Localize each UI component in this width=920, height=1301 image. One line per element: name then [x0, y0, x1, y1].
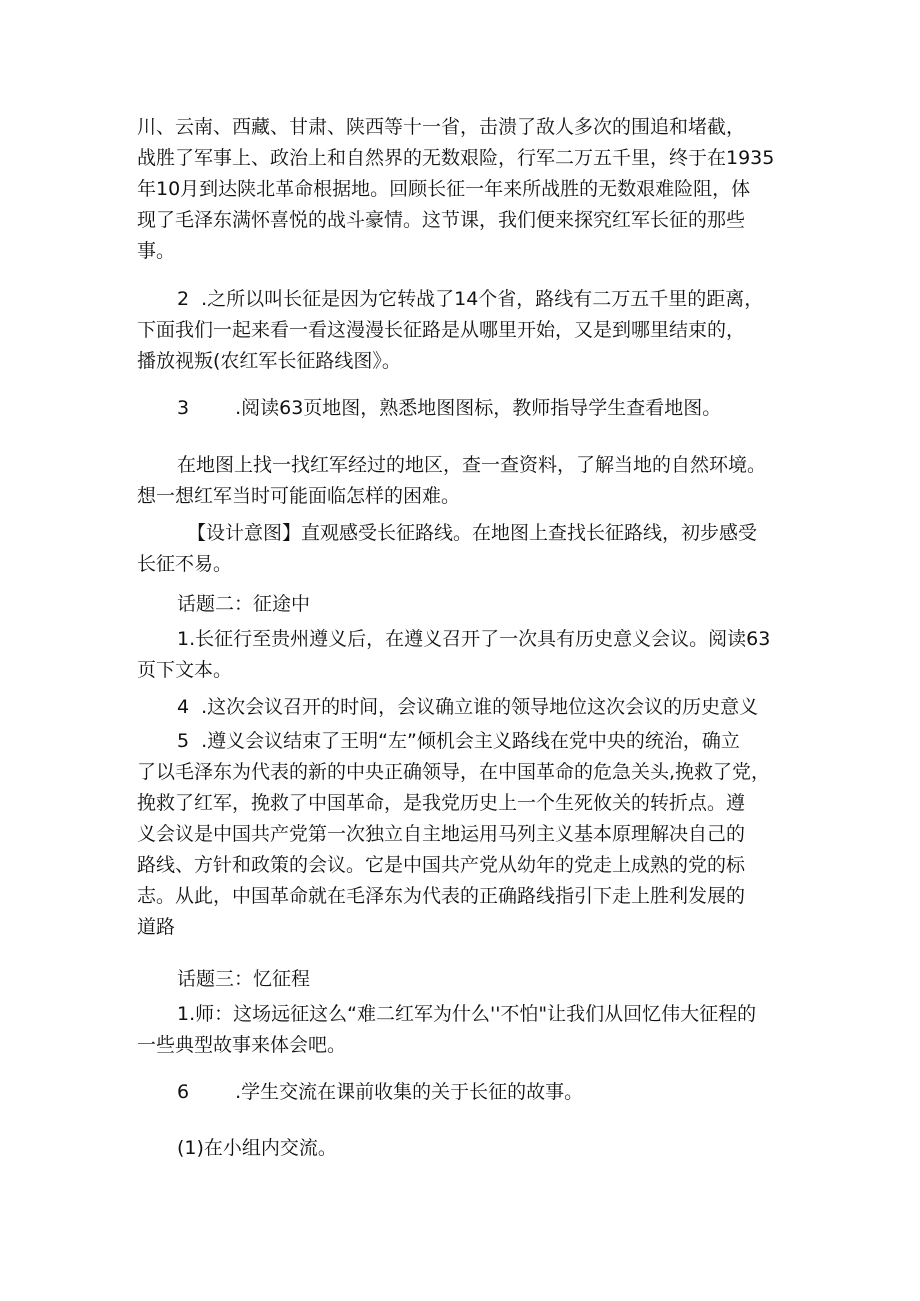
text-line: (1)在小组内交流。 — [177, 1137, 337, 1159]
paragraph-item-6 — [137, 1077, 797, 1108]
paragraph-item-2 — [137, 284, 797, 377]
text-line: 战胜了军事上、政治上和自然界的无数艰险，行军二万五千里，终于在1935 — [137, 147, 775, 169]
text-line: 年10月到达陕北革命根据地。回顾长征一年来所战胜的无数艰难险阻，体 — [137, 178, 751, 200]
text-line: 长征不易。 — [137, 553, 233, 575]
item-text: .阅读63页地图，熟悉地图图标，教师指导学生查看地图。 — [235, 397, 722, 419]
text-line: 川、云南、西藏、甘肃、陕西等十一省，击溃了敌人多次的围追和堵截， — [137, 116, 746, 138]
text-line: 挽救了红军，挽救了中国革命，是我党历史上一个生死攸关的转折点。遵 — [137, 792, 746, 814]
text-line — [137, 726, 797, 757]
item-text: .学生交流在课前收集的关于长征的故事。 — [235, 1081, 584, 1103]
paragraph-zunyi-intro — [137, 624, 797, 686]
item-number: 6 — [177, 1081, 190, 1103]
text-line: 话题三：忆征程 — [177, 968, 311, 990]
text-line: 下面我们一起来看一看这漫漫长征路是从哪里开始，又是到哪里结束的， — [137, 319, 746, 341]
paragraph-item-5 — [137, 726, 797, 943]
item-text: .之所以叫长征是因为它转战了14个省，路线有二万五千里的距离， — [201, 288, 764, 310]
text-line: 道路 — [137, 916, 176, 938]
text-line: 1.师：这场远征这么“难二红军为什么''不怕"让我们从回忆伟大征程的 — [177, 1003, 757, 1025]
paragraph-map-task — [137, 450, 797, 512]
topic-heading-2 — [137, 589, 797, 620]
item-text: .这次会议召开的时间，会议确立谁的领导地位这次会议的历史意义 — [201, 696, 759, 718]
item-number: 2 — [177, 288, 190, 310]
paragraph-group-discussion — [137, 1133, 797, 1164]
text-line: 1.长征行至贵州遵义后，在遵义召开了一次具有历史意义会议。阅读63 — [177, 628, 771, 650]
text-line: 【设计意图】直观感受长征路线。在地图上查找长征路线，初步感受 — [187, 522, 758, 544]
item-number: 5 — [177, 730, 190, 752]
item-text: .遵义会议结束了王明“左”倾机会主义路线在党中央的统治，确立 — [201, 730, 740, 752]
paragraph-item-4 — [137, 692, 797, 723]
text-line: 了以毛泽东为代表的新的中央正确领导，在中国革命的危急关头,挽救了党， — [137, 761, 771, 783]
topic-heading-3 — [137, 964, 797, 995]
text-line — [137, 284, 797, 315]
text-line: 播放视叛(农红军长征路线图》。 — [137, 350, 401, 372]
text-line: 话题二：征途中 — [177, 593, 311, 615]
paragraph-design-intent — [137, 518, 797, 580]
paragraph-item-3 — [137, 393, 797, 424]
text-line — [137, 692, 797, 723]
text-line: 路线、方针和政策的会议。它是中国共产党从幼年的党走上成熟的党的标 — [137, 854, 746, 876]
paragraph-intro — [137, 112, 797, 267]
text-line: 事。 — [137, 240, 176, 262]
text-line: 页下文本。 — [137, 659, 233, 681]
text-line: 一些典型故事来体会吧。 — [137, 1034, 347, 1056]
text-line: 义会议是中国共产党第一次独立自主地运用马列主义基本原理解决自己的 — [137, 823, 746, 845]
item-number: 3 — [177, 397, 190, 419]
paragraph-teacher-question — [137, 999, 797, 1061]
item-number: 4 — [177, 696, 190, 718]
text-line: 现了毛泽东满怀喜悦的战斗豪情。这节课，我们便来探究红军长征的那些 — [137, 209, 746, 231]
text-line — [137, 1077, 797, 1108]
text-line: 想一想红军当时可能面临怎样的困难。 — [137, 485, 461, 507]
text-line: 在地图上找一找红军经过的地区，查一查资料，了解当地的自然环境。 — [177, 454, 767, 476]
text-line — [137, 393, 797, 424]
text-line: 志。从此，中国革命就在毛泽东为代表的正确路线指引下走上胜利发展的 — [137, 885, 746, 907]
